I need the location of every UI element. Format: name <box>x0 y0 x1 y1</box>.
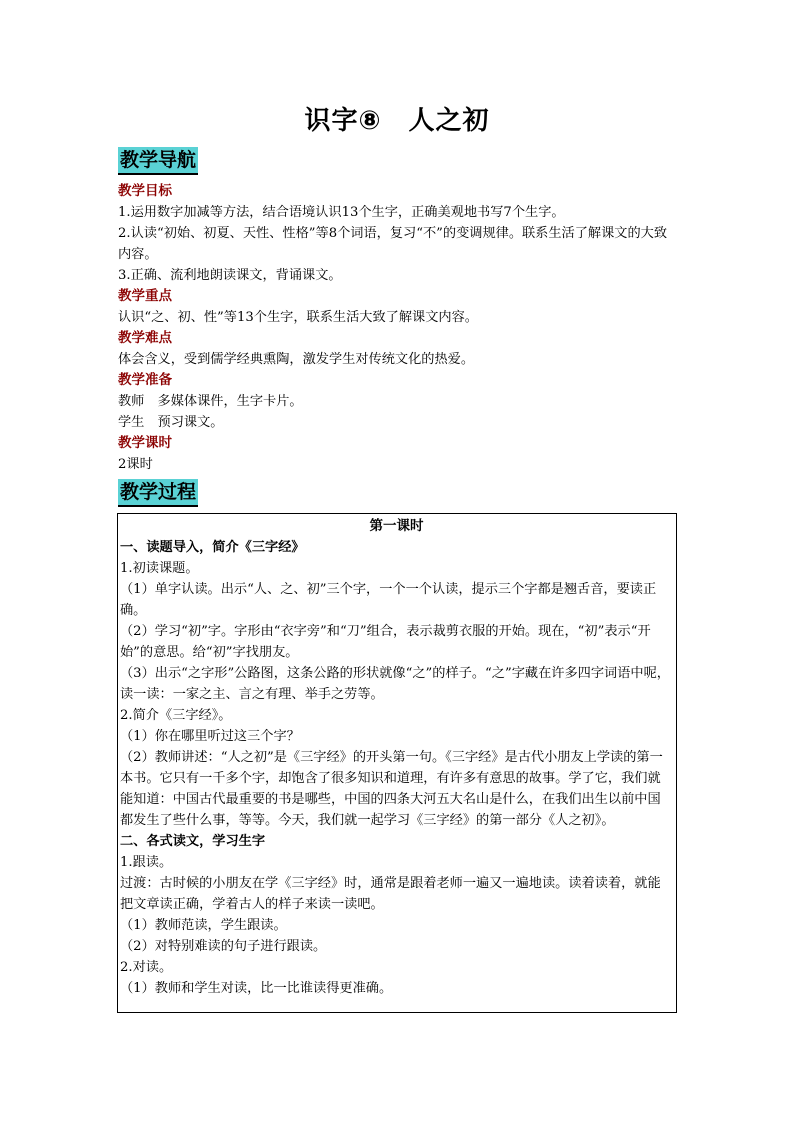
focus-heading: 教学重点 <box>118 288 172 304</box>
prep-heading: 教学准备 <box>118 372 172 388</box>
page-title: 识字⑧ 人之初 <box>304 106 490 136</box>
difficulty-heading: 教学难点 <box>118 330 172 346</box>
lesson-title: 第一课时 <box>369 518 424 534</box>
teaching-guide <box>118 181 678 475</box>
part2-heading: 二、各式读文，学习生字 <box>120 834 266 849</box>
section-tag-process: 教学过程 <box>118 479 198 507</box>
hours-heading: 教学课时 <box>118 435 172 451</box>
lesson-line: （2）对特别难读的句子进行跟读。 <box>120 939 327 954</box>
lesson-line: 过渡：古时候的小朋友在学《三字经》时，通常是跟着老师一遍又一遍地读。读着读着，就能把文章读正确，学着古人的样子来读一读吧。 <box>120 876 661 912</box>
lesson-line: （1）教师范读，学生跟读。 <box>120 918 287 933</box>
lesson-line: （1）你在哪里听过这三个字？ <box>120 729 300 744</box>
lesson-line: 2.简介《三字经》。 <box>120 708 232 723</box>
hours-text: 2课时 <box>118 457 153 472</box>
lesson-line: 1.跟读。 <box>120 855 173 870</box>
lesson-line: （1）单字认读。出示“人、之、初”三个字，一个一个认读，提示三个字都是翘舌音，要读正确。 <box>120 582 657 618</box>
section-tag-nav: 教学导航 <box>118 147 198 175</box>
lesson-box <box>117 513 677 1013</box>
lesson-line: 1.初读课题。 <box>120 561 199 576</box>
prep-item: 教师 多媒体课件，生字卡片。 <box>118 394 303 409</box>
lesson-line: （3）出示“之字形”公路图，这条公路的形状就像“之”的样子。“之”字藏在许多四字词语中呢，读一读：一家之主、言之有理、举手之劳等。 <box>120 666 670 702</box>
goal-item: 3.正确、流利地朗读课文，背诵课文。 <box>118 268 342 283</box>
lesson-line: （2）教师讲述：“人之初”是《三字经》的开头第一句。《三字经》是古代小朋友上学读的第一本书。它只有一千多个字，却饱含了很多知识和道理，有许多有意思的故事。学了它，我们就能知道：中国古代最重要的书是哪些，中国的四条大河五大名山是什么，在我们出生以前中国都发生了些什么事，等等。今天，我们就一起学习《三字经》的第一部分《人之初》。 <box>120 750 663 828</box>
focus-text: 认识“之、初、性”等13个生字，联系生活大致了解课文内容。 <box>118 310 478 325</box>
lesson-line: 2.对读。 <box>120 960 173 975</box>
goal-item: 1.运用数字加减等方法，结合语境认识13个生字，正确美观地书写7个生字。 <box>118 205 565 220</box>
lesson-line: （1）教师和学生对读，比一比谁读得更准确。 <box>120 981 393 996</box>
difficulty-text: 体会含义，受到儒学经典熏陶，激发学生对传统文化的热爱。 <box>118 352 475 367</box>
lesson-line: （2）学习“初”字。字形由“衣字旁”和“刀”组合，表示裁剪衣服的开始。现在，“初”表示“开始”的意思。给“初”字找朋友。 <box>120 624 651 660</box>
goal-item: 2.认读“初始、初夏、天性、性格”等8个词语，复习“不”的变调规律。联系生活了解课文的大致内容。 <box>118 226 668 262</box>
prep-item: 学生 预习课文。 <box>118 415 224 430</box>
goals-heading: 教学目标 <box>118 183 172 199</box>
part1-heading: 一、读题导入，简介《三字经》 <box>120 540 305 555</box>
